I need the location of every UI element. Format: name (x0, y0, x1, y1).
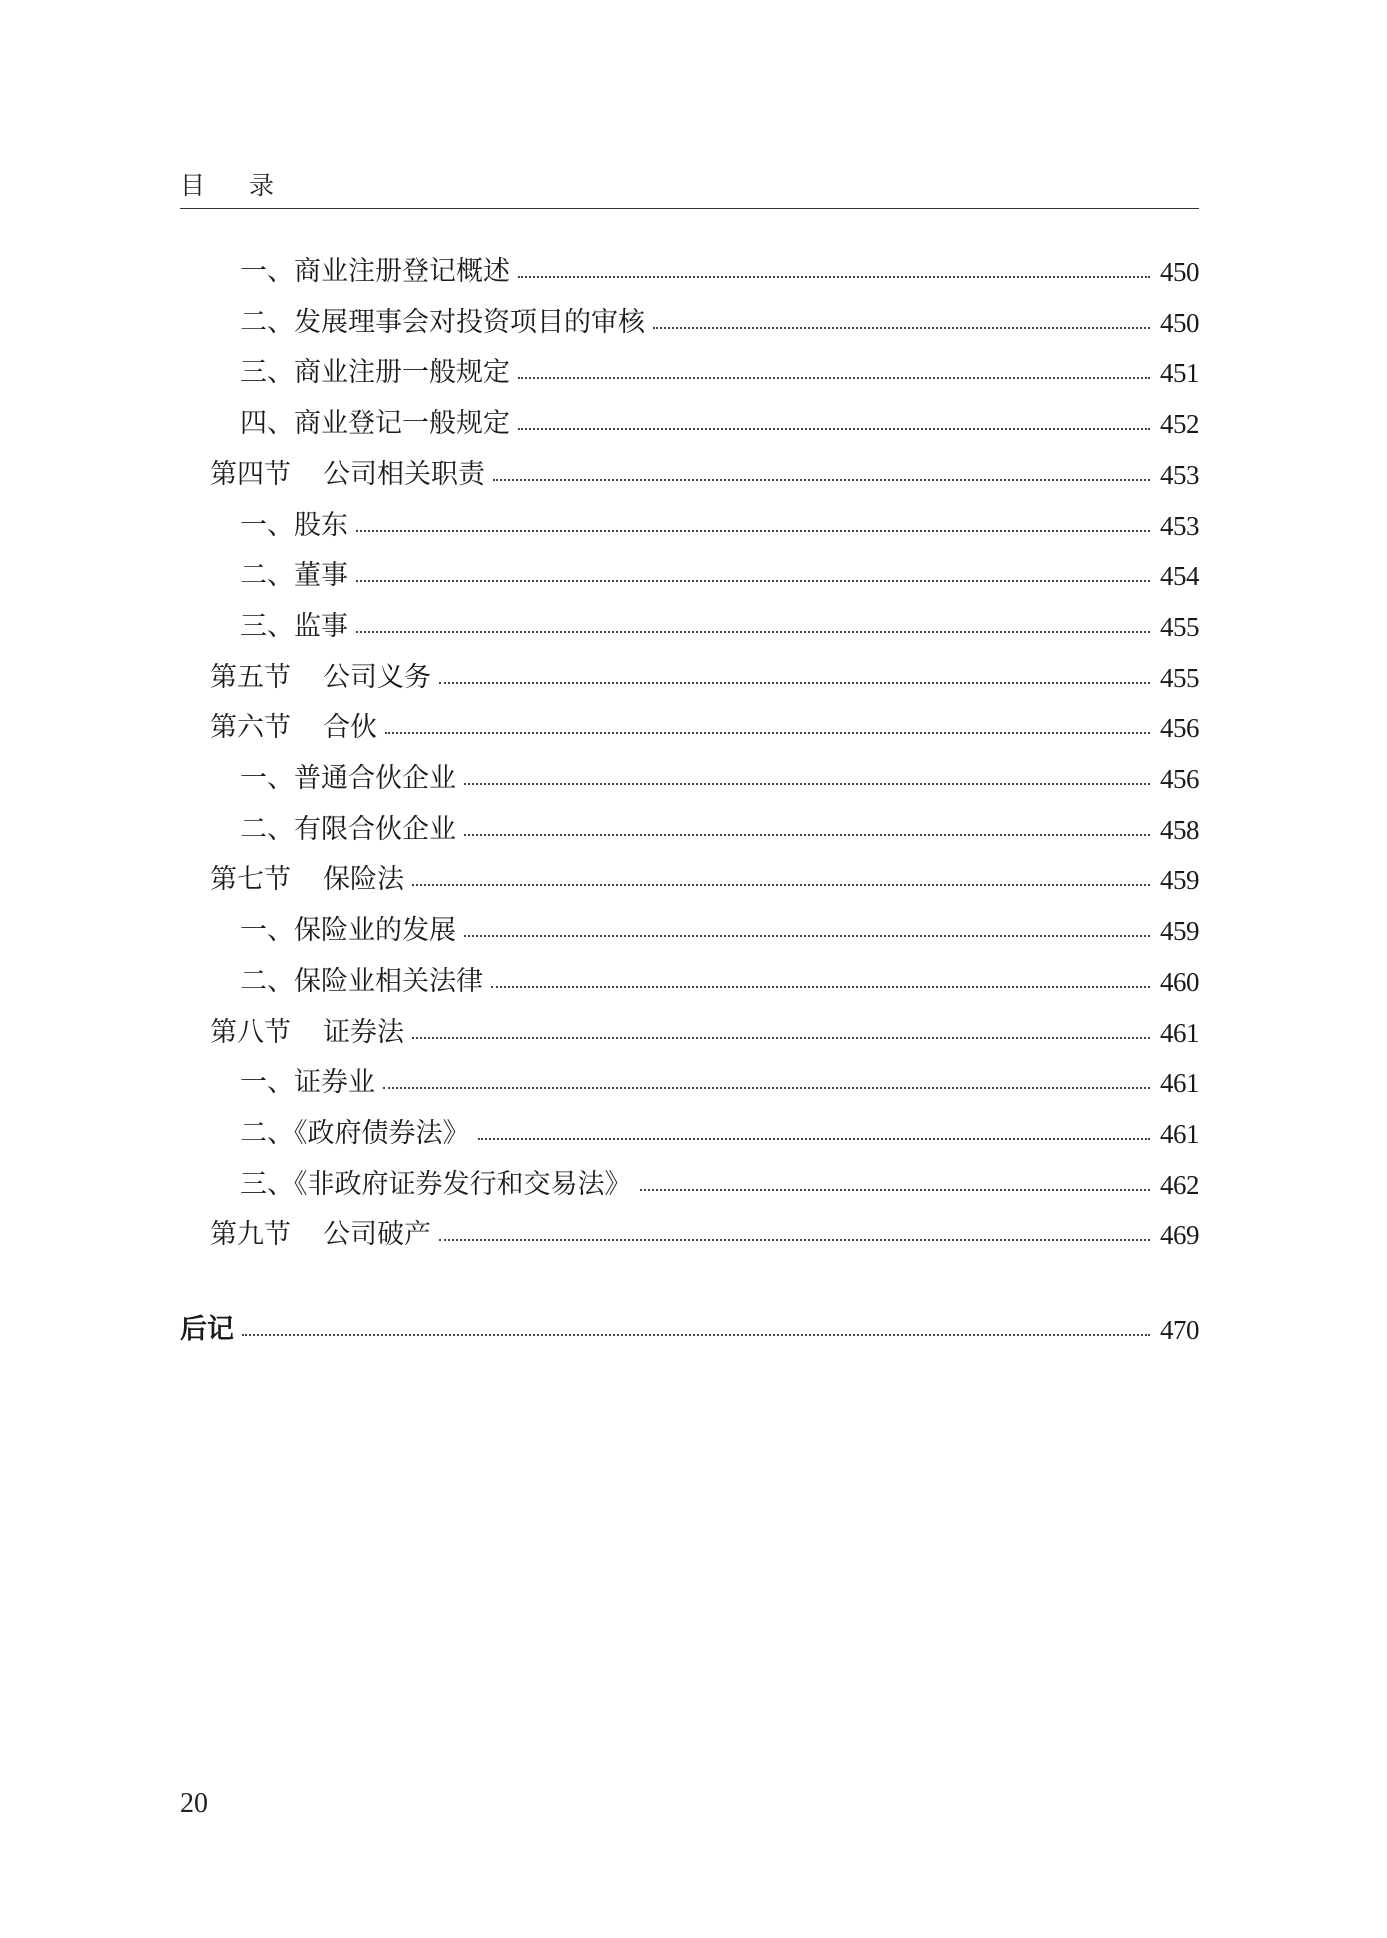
toc-subsection-entry (240, 1165, 1199, 1205)
toc-subsection-entry (240, 353, 1199, 393)
toc-entry-title: 二、有限合伙企业 (240, 813, 456, 845)
toc-page-number: 459 (1160, 916, 1199, 947)
dot-leader (518, 428, 1150, 430)
toc-entry-title: 三、商业注册一般规定 (240, 357, 510, 389)
toc-page-number: 450 (1160, 257, 1199, 287)
toc-entry-title: 合伙 (323, 712, 377, 744)
dot-leader (464, 935, 1150, 937)
toc-section-number: 第四节 (210, 458, 291, 490)
toc-entry-label (210, 708, 377, 748)
toc-section-entry (210, 860, 1199, 900)
dot-leader (491, 986, 1150, 988)
dot-leader (493, 479, 1150, 481)
toc-page-number: 460 (1160, 966, 1199, 997)
toc-entry-title: 公司义务 (323, 661, 431, 693)
dot-leader (653, 327, 1150, 329)
toc-entry-title: 后记 (180, 1314, 234, 1345)
toc-page-number: 470 (1160, 1315, 1199, 1345)
toc-subsection-entry (240, 1114, 1199, 1154)
dot-leader (356, 530, 1150, 532)
dot-leader (518, 276, 1150, 278)
toc-entry-label (210, 1215, 431, 1255)
toc-page-number: 461 (1160, 1017, 1199, 1048)
toc-entry-label (240, 759, 456, 799)
dot-leader (518, 377, 1150, 379)
toc-entry-label (240, 911, 456, 951)
toc-entry-label (240, 962, 483, 1002)
page-number: 20 (180, 1788, 208, 1819)
toc-entry-label (210, 455, 485, 495)
toc-subsection-entry (240, 252, 1199, 292)
toc-page-number: 453 (1160, 459, 1199, 490)
toc-page-number: 452 (1160, 409, 1199, 440)
dot-leader (640, 1189, 1151, 1191)
toc-page-number: 456 (1160, 764, 1199, 794)
dot-leader (412, 1037, 1150, 1039)
dot-leader (242, 1334, 1150, 1336)
dot-leader (383, 1087, 1150, 1089)
toc-subsection-entry (240, 506, 1199, 546)
toc-entry-label (240, 607, 348, 647)
toc-entry-title: 保险法 (323, 864, 404, 896)
toc-entry-label (240, 506, 348, 546)
toc-page-number: 458 (1160, 814, 1199, 845)
toc-subsection-entry (240, 911, 1199, 951)
toc-page-number: 453 (1160, 510, 1199, 541)
toc-entry-label (240, 1063, 375, 1103)
toc-page-number: 459 (1160, 865, 1199, 896)
toc-page-number: 455 (1160, 611, 1199, 642)
toc-subsection-entry (240, 607, 1199, 647)
toc-page-number: 469 (1160, 1220, 1199, 1251)
toc-entry-title: 二、《政府债券法》 (240, 1117, 470, 1149)
toc-entry-title: 一、普通合伙企业 (240, 763, 456, 794)
toc-entry-title: 证券法 (323, 1016, 404, 1048)
toc-entry-title: 三、《非政府证券发行和交易法》 (240, 1168, 632, 1200)
toc-section-number: 第八节 (210, 1016, 291, 1048)
toc-entry-label (240, 404, 510, 444)
dot-leader (412, 884, 1150, 886)
toc-entry-label (240, 252, 510, 292)
toc-entry-title: 一、股东 (240, 509, 348, 541)
toc-section-number: 第五节 (210, 661, 291, 693)
toc-entry-title: 四、商业登记一般规定 (240, 408, 510, 440)
dot-leader (464, 783, 1150, 785)
toc-section-entry (210, 658, 1199, 698)
running-head-left: 目 (180, 171, 206, 200)
toc-entry-label (210, 1013, 404, 1053)
dot-leader (439, 1239, 1150, 1241)
header-rule (180, 208, 1199, 209)
toc-section-entry (210, 455, 1199, 495)
toc-entry-title: 一、保险业的发展 (240, 915, 456, 947)
dot-leader (385, 732, 1150, 734)
running-head (180, 166, 274, 202)
toc-section-number: 第九节 (210, 1219, 291, 1251)
toc-entry-title: 一、证券业 (240, 1067, 375, 1099)
toc-page-number: 450 (1160, 307, 1199, 338)
toc-entry-label (240, 1165, 632, 1205)
toc-subsection-entry (240, 962, 1199, 1002)
toc-page-number: 456 (1160, 713, 1199, 744)
toc-subsection-entry (240, 404, 1199, 444)
toc-entry-title: 一、商业注册登记概述 (240, 256, 510, 287)
toc-entry-title: 公司相关职责 (323, 458, 485, 490)
toc-section-entry (210, 1013, 1199, 1053)
toc-entry-title: 二、保险业相关法律 (240, 965, 483, 997)
toc-subsection-entry (240, 810, 1199, 850)
toc-entry-title: 公司破产 (323, 1219, 431, 1251)
toc-subsection-entry (240, 303, 1199, 343)
toc-entry-label (210, 860, 404, 900)
toc-page-number: 462 (1160, 1169, 1199, 1200)
toc-section-number: 第六节 (210, 712, 291, 744)
toc-page-number: 451 (1160, 358, 1199, 389)
dot-leader (464, 834, 1150, 836)
toc-page-number: 454 (1160, 561, 1199, 592)
toc-entry-title: 二、董事 (240, 560, 348, 592)
dot-leader (478, 1138, 1151, 1140)
toc-entry-label (240, 353, 510, 393)
running-head-right: 录 (249, 171, 275, 200)
toc-page-number: 455 (1160, 662, 1199, 693)
toc-subsection-entry (240, 759, 1199, 799)
dot-leader (356, 631, 1150, 633)
toc-subsection-entry (240, 556, 1199, 596)
toc-subsection-entry (240, 1063, 1199, 1103)
toc-entry-label (240, 556, 348, 596)
toc-entry-label (210, 658, 431, 698)
toc-section-entry (210, 1215, 1199, 1255)
dot-leader (356, 580, 1150, 582)
toc-back-matter-entry (180, 1310, 1199, 1350)
toc-entry-label (240, 810, 456, 850)
toc-page-number: 461 (1160, 1068, 1199, 1099)
toc-entry-label (240, 303, 645, 343)
toc-entry-label (240, 1114, 470, 1154)
toc-entry-title: 二、发展理事会对投资项目的审核 (240, 306, 645, 338)
toc-section-number: 第七节 (210, 864, 291, 896)
toc-page-number: 461 (1160, 1118, 1199, 1149)
toc-section-entry (210, 708, 1199, 748)
toc-entry-title: 三、监事 (240, 610, 348, 642)
dot-leader (439, 682, 1150, 684)
